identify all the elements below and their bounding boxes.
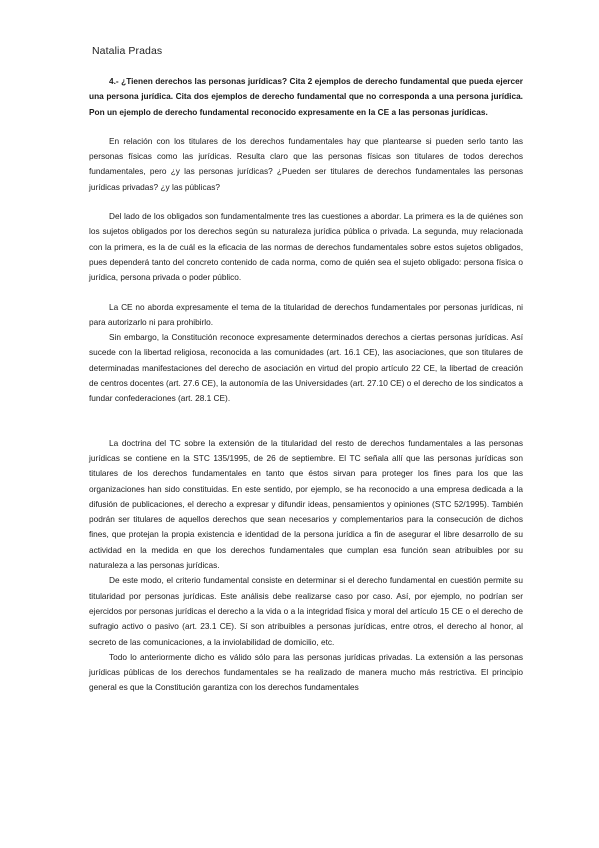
paragraph-5: La doctrina del TC sobre la extensión de la titularidad del resto de derechos fundamentales a las personas jurídicas se contiene en la STC 135/1995, de 26 de septiembre. El TC señala allí que las personas jurídicas son titulares de los derechos fundamentales en tanto que éstos sirvan para proteger los fines para los que las organizaciones han sido constituidas. En este sentido, por ejemplo, se ha reconocido a una empresa dedicada a la difusión de publicaciones, el derecho a expresar y difundir ideas, pensamientos y opiniones (STC 52/1995). También podrán ser titulares de aquellos derechos que sean necesarios y complementarios para la consecución de dichos fines, que protejan la propia existencia e identidad de la persona jurídica a fin de asegurar el libre desarrollo de su actividad en la medida en que los derechos fundamentales que cumplan esa función sean atribuibles por su naturaleza a las personas jurídicas. xyxy=(89,437,523,571)
paragraph-7: Todo lo anteriormente dicho es válido sólo para las personas jurídicas privadas. La extensión a las personas jurídicas públicas de los derechos fundamentales se ha realizado de manera mucho más restrictiva. El principio general es que la Constitución garantiza con los derechos fundamentales xyxy=(89,651,523,693)
document-body xyxy=(89,74,523,696)
paragraph-6: De este modo, el criterio fundamental consiste en determinar si el derecho fundamental en cuestión permite su titularidad por personas jurídicas. Este análisis debe realizarse caso por caso. Así, por ejemplo, no podrían ser ejercidos por personas jurídicas el derecho a la vida o a la integridad física y moral del artículo 15 CE o el derecho de sufragio activo o pasivo (art. 23.1 CE). Sí son atribuibles a personas jurídicas, entre otros, el derecho al honor, al secreto de las comunicaciones, a la inviolabilidad de domicilio, etc. xyxy=(89,575,523,647)
question-heading: 4.- ¿Tienen derechos las personas jurídicas? Cita 2 ejemplos de derecho fundamental que pueda ejercer una persona jurídica. Cita dos ejemplos de derecho fundamental que no corresponda a una persona jurídica. Pon un ejemplo de derecho fundamental reconocido expresamente en la CE a las personas jurídicas. xyxy=(89,76,523,117)
paragraph-1: En relación con los titulares de los derechos fundamentales hay que plantearse si pueden serlo tanto las personas físicas como las jurídicas. Resulta claro que las personas físicas son titulares de todos derechos fundamentales, pero ¿y las personas jurídicas? ¿Pueden ser titulares de derechos fundamentales las personas jurídicas privadas? ¿y las públicas? xyxy=(89,135,523,192)
paragraph-4: Sin embargo, la Constitución reconoce expresamente determinados derechos a ciertas personas jurídicas. Así sucede con la libertad religiosa, reconocida a las comunidades (art. 16.1 CE), las asociaciones, que son titulares de determinadas manifestaciones del derecho de asociación en virtud del propio artículo 22 CE, la libertad de creación de centros docentes (art. 27.6 CE), la autonomía de las Universidades (art. 27.10 CE) o el derecho de los sindicatos a fundar confederaciones (art. 28.1 CE). xyxy=(89,332,523,404)
paragraph-3: La CE no aborda expresamente el tema de la titularidad de derechos fundamentales por personas jurídicas, ni para autorizarlo ni para prohibirlo. xyxy=(89,301,523,327)
paragraph-2: Del lado de los obligados son fundamentalmente tres las cuestiones a abordar. La primera es la de quiénes son los sujetos obligados por los derechos según su naturaleza jurídica pública o privada. La segunda, muy relacionada con la primera, es la de cuál es la eficacia de las normas de derechos fundamentales sobre estos sujetos obligados, pues dependerá tanto del concreto contenido de cada norma, como de quién sea el sujeto obligado: persona física o jurídica, persona privada o poder público. xyxy=(89,211,523,283)
author-name: Natalia Pradas xyxy=(92,45,163,57)
